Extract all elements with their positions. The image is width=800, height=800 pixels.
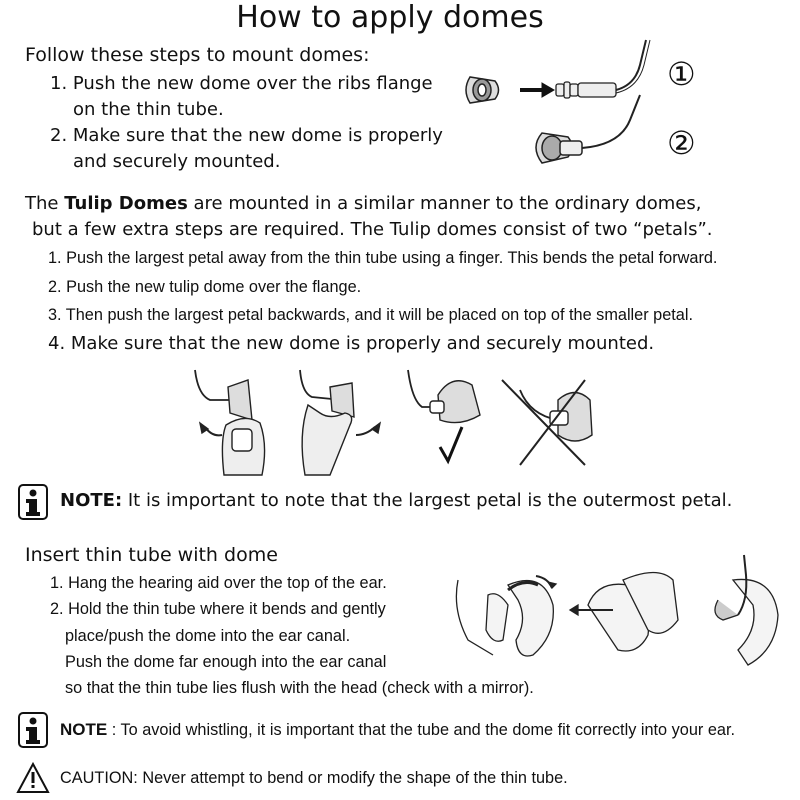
info-icon: [18, 712, 48, 748]
warning-triangle-icon: [16, 762, 50, 794]
info-icon: [18, 484, 48, 520]
tulip-dome-illustrations: [190, 365, 610, 485]
incorrect-mount-illustration: [520, 390, 592, 441]
tulip-intro-rest: are mounted in a similar manner to the ordinary domes,: [187, 193, 702, 214]
mount-domes-heading: Follow these steps to mount domes:: [25, 44, 370, 66]
insert-step-2a: 2. Hold the thin tube where it bends and gently: [50, 600, 386, 618]
note-important-petal: [60, 490, 732, 511]
insert-step-2c: Push the dome far enough into the ear canal: [65, 653, 387, 671]
caution-text: CAUTION: Never attempt to bend or modify the shape of the thin tube.: [60, 769, 568, 787]
tulip-step-4: 4. Make sure that the new dome is properly and securely mounted.: [48, 333, 655, 354]
ear-hang-illustration: [456, 576, 556, 656]
tulip-domes-bold: Tulip Domes: [64, 193, 188, 214]
mount-step-1b: on the thin tube.: [73, 99, 224, 120]
mount-step-1a: 1. Push the new dome over the ribs flange: [50, 73, 433, 94]
figure-label-2: ②: [667, 124, 696, 162]
figure-label-1: ①: [667, 55, 696, 93]
ear-final-illustration: [715, 555, 778, 665]
note2-text: : To avoid whistling, it is important that the tube and the dome fit correctly into your ear.: [107, 721, 735, 739]
insert-step-2b: place/push the dome into the ear canal.: [65, 627, 351, 645]
mount-step-2a: 2. Make sure that the new dome is properly: [50, 125, 443, 146]
mounted-dome-icon: [536, 95, 640, 163]
insert-step-1: 1. Hang the hearing aid over the top of the ear.: [50, 574, 387, 592]
mount-step-2b: and securely mounted.: [73, 151, 281, 172]
tulip-intro-prefix: The: [25, 193, 65, 214]
tulip-intro-line1: [25, 193, 701, 214]
insert-step-2d: so that the thin tube lies flush with the head (check with a mirror).: [65, 679, 534, 697]
finger-push-illustration: [195, 370, 265, 475]
ear-insert-illustrations: [448, 560, 788, 670]
insert-tube-heading: Insert thin tube with dome: [25, 544, 278, 566]
note-label: NOTE:: [60, 490, 123, 511]
note-whistling: [60, 720, 735, 740]
tulip-step-3: 3. Then push the largest petal backwards, and it will be placed on top of the smaller petal.: [48, 306, 694, 324]
page-title: How to apply domes: [236, 0, 544, 35]
checkmark-icon: [440, 427, 462, 461]
correct-mount-illustration: [408, 370, 480, 423]
thin-tube-icon: [556, 40, 650, 98]
dome-mounting-illustration: [460, 55, 670, 185]
arrow-right-icon: [520, 83, 554, 97]
tulip-step-1: 1. Push the largest petal away from the thin tube using a finger. This bends the petal forward.: [48, 249, 718, 267]
tulip-intro-line2: but a few extra steps are required. The Tulip domes consist of two “petals”.: [32, 219, 713, 240]
note-text: It is important to note that the largest petal is the outermost petal.: [122, 490, 733, 511]
push-petal-back-illustration: [300, 370, 380, 475]
note2-label: NOTE: [60, 720, 108, 739]
tulip-step-2: 2. Push the new tulip dome over the flange.: [48, 278, 362, 296]
dome-icon: [466, 77, 499, 103]
hand-insert-illustration: [570, 573, 678, 652]
